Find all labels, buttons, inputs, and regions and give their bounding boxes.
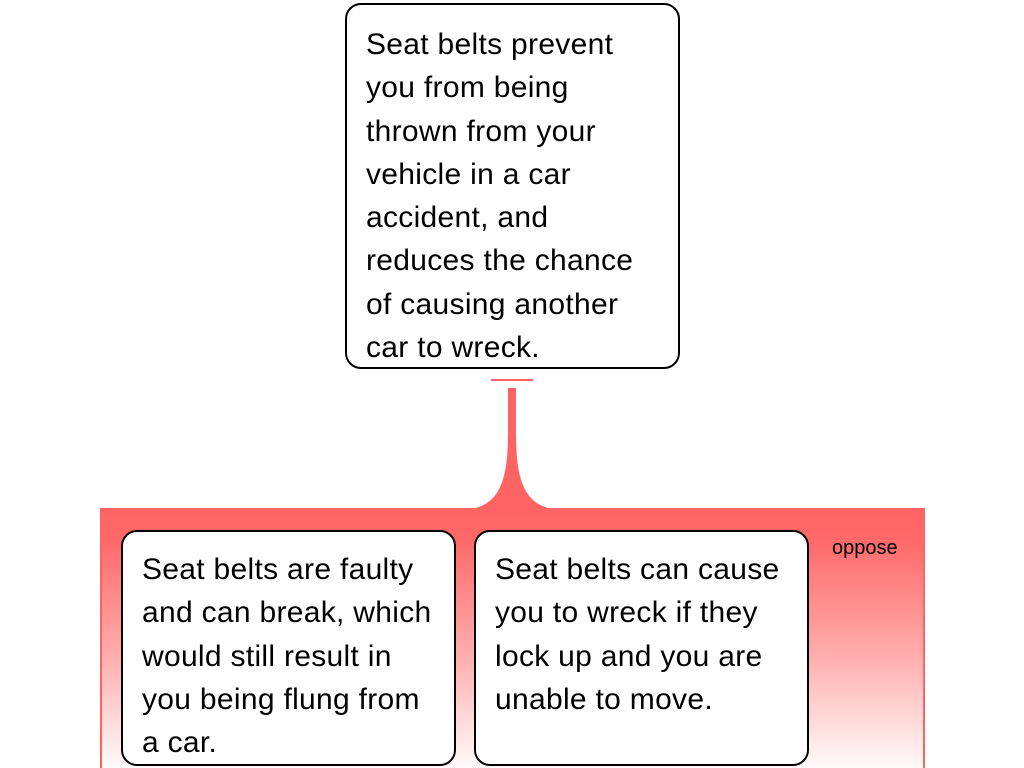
claim-node[interactable] — [345, 3, 680, 369]
oppose-label: oppose — [832, 537, 898, 559]
claim-text: Seat belts prevent you from being thrown from your vehicle in a car accident, and reduces the chance of causing another car to wreck. — [366, 28, 634, 365]
oppose-link-stem — [476, 388, 548, 508]
objection-node[interactable] — [121, 530, 456, 766]
objection-text: Seat belts can cause you to wreck if they lock up and you are unable to move. — [495, 553, 780, 716]
objection-text: Seat belts are faulty and can break, which would still result in you being flung from a car. — [142, 553, 432, 760]
objection-node[interactable] — [474, 530, 809, 766]
